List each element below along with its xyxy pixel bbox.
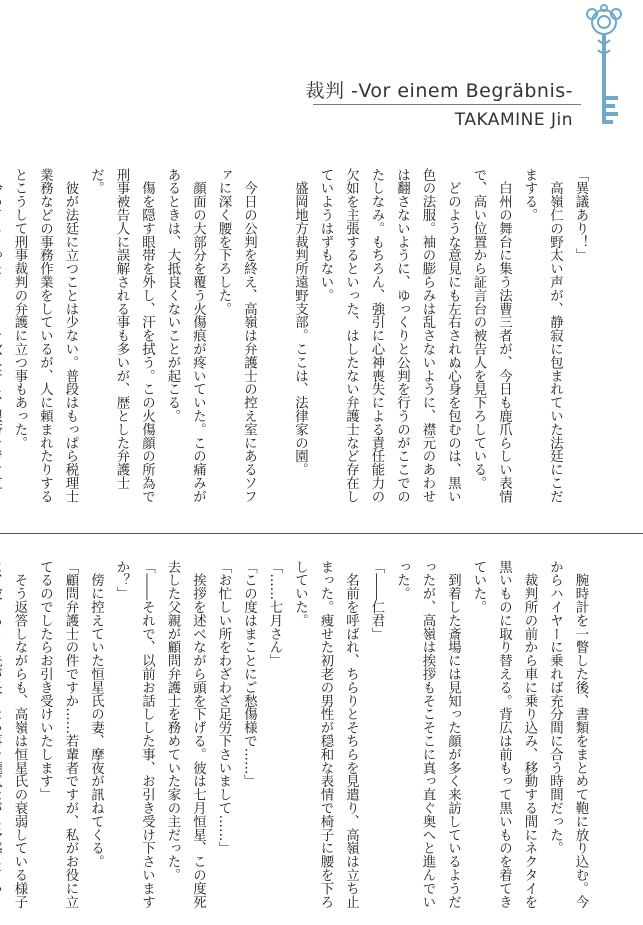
paragraph: 盛岡地方裁判所遠野支部。ここは、法律家の園。 bbox=[292, 168, 308, 477]
dialogue: 「……七月さん」 bbox=[267, 560, 282, 668]
paragraph: 腕時計を一瞥した後、書類をまとめて鞄に放り込む。今からハイヤーに乗れば充分間に合う時間だった。 bbox=[547, 560, 588, 909]
paragraph: 名前を呼ばれ、ちらりとそちらを見遣り、高嶺は立ち止まった。痩せた初老の男性が穏和な表情で椅子に腰を下ろしていた。 bbox=[292, 560, 359, 909]
bottom-text-block bbox=[12, 560, 593, 912]
author-name: TAKAMINE Jin bbox=[454, 110, 573, 130]
paragraph: 今日の公判を終え、高嶺は弁護士の控え室にあるソファに深く腰を下ろした。 bbox=[216, 168, 257, 503]
page-title: 裁判 -Vor einem Begräbnis- bbox=[305, 80, 573, 102]
paragraph: 「異議あり！」 bbox=[573, 168, 588, 262]
paragraph: 傍に控えていた恒星氏の妻、摩夜が訊ねてくる。 bbox=[88, 560, 104, 869]
dialogue: 「この度はまことにご愁傷様で……」 bbox=[241, 560, 257, 788]
paragraph bbox=[0, 168, 7, 513]
header-rule bbox=[313, 104, 581, 105]
dialogue: 「――それで、以前お話しした事、お引き受け下さいますか？」 bbox=[114, 560, 155, 909]
paragraph: 裁判所の前から車に乗り込み、移動する間にネクタイを黒いものに取り替える。背広は前もって黒いものを着てきていた。 bbox=[471, 560, 537, 909]
paragraph: 高嶺仁の野太い声が、静寂に包まれていた法廷にこだまする。 bbox=[522, 168, 563, 503]
key-icon bbox=[578, 4, 630, 134]
dialogue: 「お忙しい所をわざわざ足労下さいまして……」 bbox=[216, 560, 231, 855]
section-divider bbox=[0, 533, 643, 534]
paragraph: どのような意見にも左右されぬ心身を包むのは、黒い色の法服。袖の膨らみは乱さないように、襟元のあわせは翻さないように、ゆっくりと公判を行うのがここでのたしなみ。もちろん、強引に心神喪失による責任能力の欠如を主張するといった、はしたない弁護士など存在していようはずもない。 bbox=[318, 168, 461, 503]
dialogue: 「――仁君」 bbox=[369, 560, 384, 641]
paragraph: 白州の舞台に集う法曹三者が、今日も鹿爪らしい表情で、高い位置から証言台の被告人を見下ろしている。 bbox=[471, 168, 512, 503]
paragraph: 彼が法廷に立つことは少ない。普段はもっぱら税理士業務などの事務作業をしているが、人に頼まれたりするとこうして刑事裁判の弁護に立つ事もあった。 bbox=[12, 168, 78, 503]
paragraph: 顔面の大部分を覆う火傷痕が疼いていた。この痛みがあるときは、大抵良くないことが起こる。 bbox=[165, 168, 206, 503]
paragraph: そう返答しながらも、高嶺は恒星氏の衰弱している様子 bbox=[12, 573, 27, 909]
paragraph: 到着した斎場には見知った顔が多く来訪しているようだったが、高嶺は挨拶もそこそこに真っ直ぐ奥へと進んでいった。 bbox=[394, 560, 461, 909]
paragraph-spacer bbox=[262, 168, 288, 513]
paragraph: 挨拶を述べながら頭を下げる。彼は七月恒星、この度死去した父親が顧問弁護士を務めていた家の主だった。 bbox=[165, 560, 206, 909]
paragraph: 傷を隠す眼帯を外し、汗を拭う。この火傷顔の所為で刑事被告人に誤解される事も多いが、歴とした弁護士だ。 bbox=[88, 168, 155, 503]
top-text-block bbox=[12, 168, 593, 513]
dialogue: 「顧問弁護士の件ですか……若輩者ですが、私がお役に立てるのでしたらお引き受けいたします」 bbox=[37, 560, 78, 909]
